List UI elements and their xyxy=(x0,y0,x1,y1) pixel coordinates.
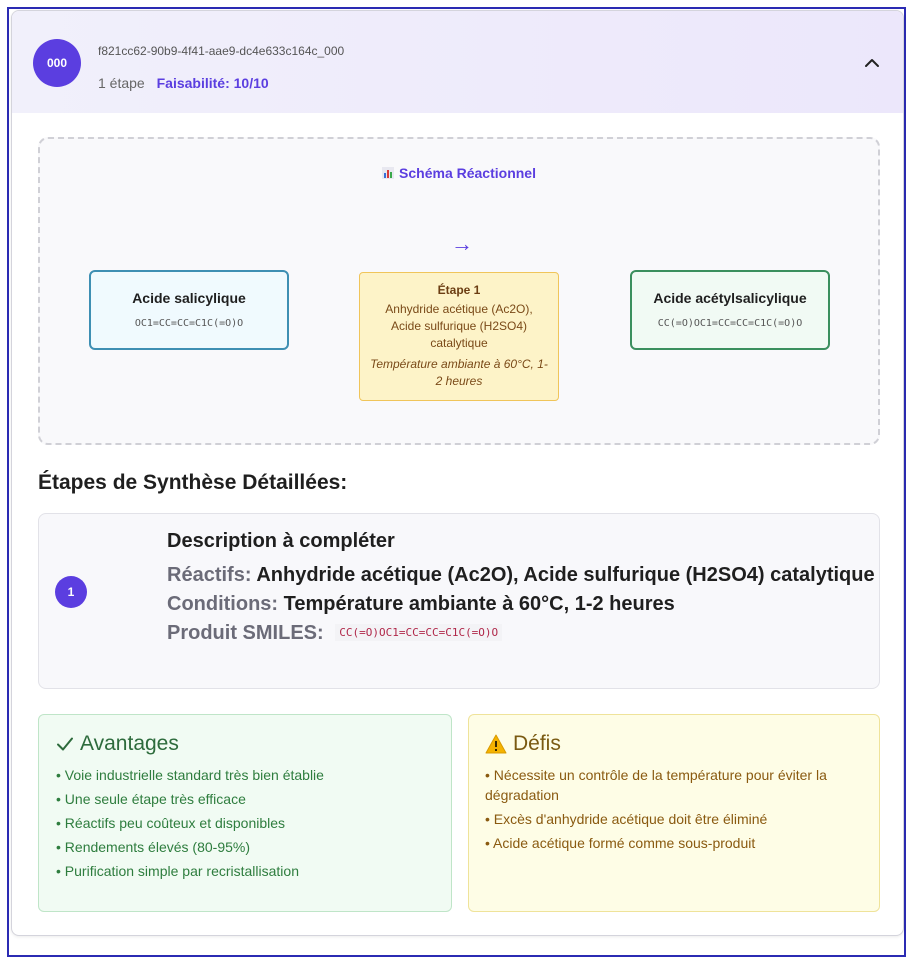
challenges-panel xyxy=(468,714,880,912)
bar-chart-icon xyxy=(382,166,394,182)
list-item: • Voie industrielle standard très bien établie xyxy=(56,767,324,783)
product-material xyxy=(630,270,830,350)
scheme-title xyxy=(40,165,878,182)
list-item: • Nécessite un contrôle de la température pour éviter la dégradation xyxy=(485,767,827,803)
warning-icon xyxy=(485,734,507,754)
starting-material-name: Acide salicylique xyxy=(132,290,246,306)
reaction-arrow-icon: → xyxy=(451,231,473,256)
list-item: • Purification simple par recristallisation xyxy=(56,863,299,879)
conditions-value: Température ambiante à 60°C, 1-2 heures xyxy=(283,593,675,615)
chevron-up-icon xyxy=(864,55,880,71)
steps-count: 1 étape xyxy=(98,75,145,91)
page-frame xyxy=(7,7,906,957)
check-icon xyxy=(56,735,74,753)
product-smiles-value: CC(=O)OC1=CC=CC=C1C(=O)O xyxy=(335,624,502,641)
step-label: Étape 1 xyxy=(437,283,481,297)
step-conditions-line xyxy=(167,593,675,616)
step-number-badge: 1 xyxy=(55,576,87,608)
advantages-list xyxy=(56,765,451,881)
step-product-line xyxy=(167,622,502,645)
list-item: • Rendements élevés (80-95%) xyxy=(56,839,250,855)
challenges-title xyxy=(485,732,867,756)
reaction-scheme xyxy=(38,137,880,445)
step-conditions: Température ambiante à 60°C, 1-2 heures xyxy=(370,357,548,388)
step-reagents: Anhydride acétique (Ac2O), Acide sulfurique (H2SO4) catalytique xyxy=(385,302,533,350)
route-meta xyxy=(98,75,269,91)
list-item: • Excès d'anhydride acétique doit être éliminé xyxy=(485,811,768,827)
route-badge: 000 xyxy=(33,39,81,87)
product-smiles: CC(=O)OC1=CC=CC=C1C(=O)O xyxy=(657,318,803,329)
route-id: f821cc62-90b9-4f41-aae9-dc4e633c164c_000 xyxy=(98,44,345,58)
starting-material-smiles: OC1=CC=CC=C1C(=O)O xyxy=(134,318,244,329)
advantages-title xyxy=(56,732,451,756)
reaction-step-box xyxy=(359,272,559,401)
list-item: • Une seule étape très efficace xyxy=(56,791,246,807)
list-item: • Réactifs peu coûteux et disponibles xyxy=(56,815,286,831)
advantages-title-text: Avantages xyxy=(80,732,179,755)
reagents-value: Anhydride acétique (Ac2O), Acide sulfurique (H2SO4) catalytique xyxy=(256,564,875,586)
collapse-button[interactable] xyxy=(860,51,884,75)
starting-material xyxy=(89,270,289,350)
reagents-label: Réactifs: xyxy=(167,564,252,586)
route-card xyxy=(11,10,904,936)
challenges-title-text: Défis xyxy=(513,732,561,755)
detailed-steps-title: Étapes de Synthèse Détaillées: xyxy=(38,471,348,494)
step-description: Description à compléter xyxy=(167,530,395,552)
advantages-panel xyxy=(38,714,452,912)
step-detail-card xyxy=(38,513,880,689)
scheme-title-text: Schéma Réactionnel xyxy=(399,165,536,181)
product-name: Acide acétylsalicylique xyxy=(653,290,807,306)
list-item: • Acide acétique formé comme sous-produit xyxy=(485,835,756,851)
conditions-label: Conditions: xyxy=(167,593,279,615)
challenges-list xyxy=(485,765,867,853)
route-header[interactable] xyxy=(12,11,903,113)
product-smiles-label: Produit SMILES: xyxy=(167,622,324,644)
step-reagents-line xyxy=(167,564,875,587)
feasibility-score: Faisabilité: 10/10 xyxy=(156,75,269,91)
